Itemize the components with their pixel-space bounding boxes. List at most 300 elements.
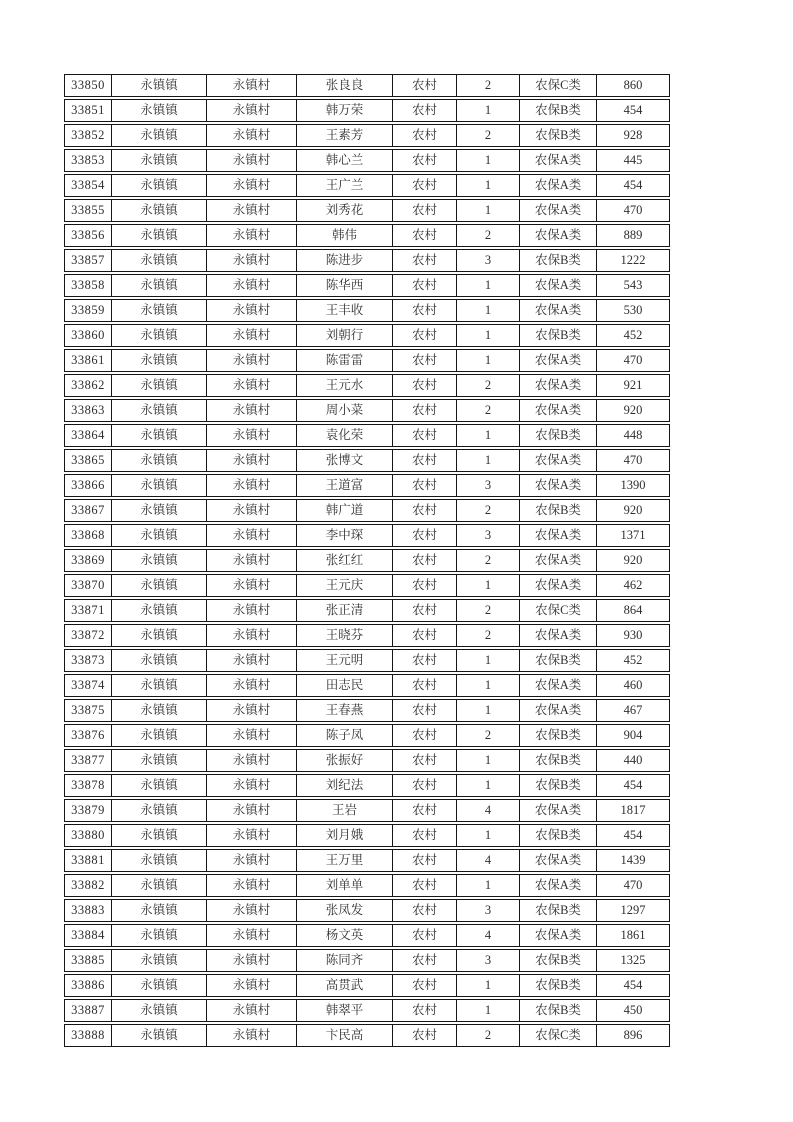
cell-village: 永镇村 <box>207 1025 297 1046</box>
cell-amount: 454 <box>623 778 643 792</box>
cell-household-type: 农村 <box>393 750 457 771</box>
cell-household-type: 农村 <box>393 675 457 696</box>
cell-household-type: 农村 <box>393 275 457 296</box>
cell-household-type: 农村 <box>393 975 457 996</box>
table-row <box>64 74 670 97</box>
cell-person-count: 1 <box>457 700 520 721</box>
cell-amount: 454 <box>623 178 643 192</box>
cell-amount: 889 <box>623 228 643 242</box>
cell-insurance-category: 农保A类 <box>520 150 597 171</box>
table-row <box>64 274 670 297</box>
table-row <box>64 724 670 747</box>
cell-record-id: 33866 <box>65 475 112 496</box>
cell-town: 永镇镇 <box>112 350 207 371</box>
cell-town: 永镇镇 <box>112 900 207 921</box>
cell-village: 永镇村 <box>207 700 297 721</box>
cell-record-id: 33887 <box>65 1000 112 1021</box>
cell-town: 永镇镇 <box>112 1025 207 1046</box>
cell-village: 永镇村 <box>207 275 297 296</box>
table-row <box>64 374 670 397</box>
cell-village: 永镇村 <box>207 675 297 696</box>
cell-person-name: 王素芳 <box>297 125 393 146</box>
cell-town: 永镇镇 <box>112 875 207 896</box>
cell-insurance-category: 农保C类 <box>520 75 597 96</box>
cell-record-id: 33871 <box>65 600 112 621</box>
cell-town: 永镇镇 <box>112 1000 207 1021</box>
cell-village: 永镇村 <box>207 550 297 571</box>
cell-household-type: 农村 <box>393 400 457 421</box>
table-row <box>64 999 670 1022</box>
table-row <box>64 549 670 572</box>
cell-village: 永镇村 <box>207 150 297 171</box>
cell-insurance-category: 农保A类 <box>520 550 597 571</box>
cell-insurance-category: 农保A类 <box>520 225 597 246</box>
table-row <box>64 424 670 447</box>
cell-person-name: 王道富 <box>297 475 393 496</box>
cell-person-name: 王广兰 <box>297 175 393 196</box>
cell-insurance-category: 农保A类 <box>520 475 597 496</box>
cell-person-count: 4 <box>457 800 520 821</box>
cell-village: 永镇村 <box>207 125 297 146</box>
cell-record-id: 33880 <box>65 825 112 846</box>
cell-amount: 448 <box>623 428 643 442</box>
table-row <box>64 124 670 147</box>
cell-record-id: 33888 <box>65 1025 112 1046</box>
cell-amount: 462 <box>623 578 643 592</box>
cell-amount: 896 <box>623 1028 643 1042</box>
cell-household-type: 农村 <box>393 300 457 321</box>
cell-household-type: 农村 <box>393 775 457 796</box>
cell-person-count: 1 <box>457 975 520 996</box>
cell-village: 永镇村 <box>207 1000 297 1021</box>
cell-insurance-category: 农保B类 <box>520 500 597 521</box>
cell-person-name: 韩广道 <box>297 500 393 521</box>
cell-person-count: 2 <box>457 725 520 746</box>
cell-household-type: 农村 <box>393 725 457 746</box>
cell-person-name: 刘月娥 <box>297 825 393 846</box>
cell-village: 永镇村 <box>207 450 297 471</box>
cell-household-type: 农村 <box>393 1000 457 1021</box>
cell-town: 永镇镇 <box>112 75 207 96</box>
cell-household-type: 农村 <box>393 900 457 921</box>
cell-amount: 1325 <box>620 953 646 967</box>
cell-village: 永镇村 <box>207 750 297 771</box>
cell-town: 永镇镇 <box>112 525 207 546</box>
cell-town: 永镇镇 <box>112 775 207 796</box>
cell-town: 永镇镇 <box>112 375 207 396</box>
cell-insurance-category: 农保A类 <box>520 275 597 296</box>
cell-person-name: 刘秀花 <box>297 200 393 221</box>
table-row <box>64 449 670 472</box>
cell-person-name: 周小菜 <box>297 400 393 421</box>
cell-person-count: 1 <box>457 275 520 296</box>
table-row <box>64 349 670 372</box>
cell-record-id: 33859 <box>65 300 112 321</box>
cell-town: 永镇镇 <box>112 475 207 496</box>
cell-person-name: 田志民 <box>297 675 393 696</box>
cell-record-id: 33884 <box>65 925 112 946</box>
table-row <box>64 249 670 272</box>
cell-town: 永镇镇 <box>112 275 207 296</box>
cell-amount: 470 <box>623 353 643 367</box>
cell-person-count: 2 <box>457 400 520 421</box>
table-row <box>64 799 670 822</box>
cell-village: 永镇村 <box>207 775 297 796</box>
cell-household-type: 农村 <box>393 150 457 171</box>
cell-record-id: 33877 <box>65 750 112 771</box>
cell-household-type: 农村 <box>393 575 457 596</box>
cell-person-count: 1 <box>457 450 520 471</box>
cell-town: 永镇镇 <box>112 500 207 521</box>
cell-person-count: 1 <box>457 350 520 371</box>
table-row <box>64 174 670 197</box>
cell-town: 永镇镇 <box>112 925 207 946</box>
cell-household-type: 农村 <box>393 75 457 96</box>
cell-town: 永镇镇 <box>112 100 207 121</box>
cell-village: 永镇村 <box>207 350 297 371</box>
cell-record-id: 33852 <box>65 125 112 146</box>
cell-record-id: 33850 <box>65 75 112 96</box>
cell-household-type: 农村 <box>393 350 457 371</box>
cell-record-id: 33885 <box>65 950 112 971</box>
cell-household-type: 农村 <box>393 550 457 571</box>
cell-amount: 1222 <box>620 253 646 267</box>
cell-person-count: 4 <box>457 850 520 871</box>
cell-amount: 921 <box>623 378 643 392</box>
cell-person-count: 1 <box>457 1000 520 1021</box>
cell-town: 永镇镇 <box>112 225 207 246</box>
cell-insurance-category: 农保A类 <box>520 200 597 221</box>
table-row <box>64 849 670 872</box>
cell-person-count: 1 <box>457 175 520 196</box>
cell-person-count: 2 <box>457 550 520 571</box>
cell-town: 永镇镇 <box>112 400 207 421</box>
cell-person-name: 刘朝行 <box>297 325 393 346</box>
cell-town: 永镇镇 <box>112 150 207 171</box>
cell-record-id: 33860 <box>65 325 112 346</box>
table-row <box>64 299 670 322</box>
table-row <box>64 224 670 247</box>
cell-village: 永镇村 <box>207 225 297 246</box>
cell-town: 永镇镇 <box>112 950 207 971</box>
cell-person-count: 2 <box>457 1025 520 1046</box>
cell-person-name: 张振好 <box>297 750 393 771</box>
cell-amount: 450 <box>623 1003 643 1017</box>
cell-household-type: 农村 <box>393 625 457 646</box>
cell-household-type: 农村 <box>393 250 457 271</box>
cell-household-type: 农村 <box>393 100 457 121</box>
cell-person-name: 杨文英 <box>297 925 393 946</box>
cell-person-name: 韩伟 <box>297 225 393 246</box>
cell-person-name: 王万里 <box>297 850 393 871</box>
cell-village: 永镇村 <box>207 175 297 196</box>
table-row <box>64 774 670 797</box>
cell-household-type: 农村 <box>393 600 457 621</box>
table-row <box>64 499 670 522</box>
cell-household-type: 农村 <box>393 500 457 521</box>
cell-person-name: 陈子凤 <box>297 725 393 746</box>
cell-village: 永镇村 <box>207 825 297 846</box>
cell-insurance-category: 农保A类 <box>520 350 597 371</box>
cell-insurance-category: 农保A类 <box>520 925 597 946</box>
cell-town: 永镇镇 <box>112 175 207 196</box>
cell-insurance-category: 农保A类 <box>520 850 597 871</box>
cell-person-count: 1 <box>457 750 520 771</box>
cell-record-id: 33865 <box>65 450 112 471</box>
cell-insurance-category: 农保A类 <box>520 875 597 896</box>
cell-person-name: 张红红 <box>297 550 393 571</box>
cell-village: 永镇村 <box>207 325 297 346</box>
cell-amount: 1861 <box>620 928 646 942</box>
cell-village: 永镇村 <box>207 500 297 521</box>
cell-record-id: 33876 <box>65 725 112 746</box>
cell-village: 永镇村 <box>207 625 297 646</box>
cell-person-name: 王元明 <box>297 650 393 671</box>
cell-village: 永镇村 <box>207 950 297 971</box>
cell-insurance-category: 农保B类 <box>520 775 597 796</box>
cell-household-type: 农村 <box>393 525 457 546</box>
table-row <box>64 99 670 122</box>
cell-town: 永镇镇 <box>112 325 207 346</box>
cell-insurance-category: 农保A类 <box>520 400 597 421</box>
cell-household-type: 农村 <box>393 650 457 671</box>
cell-person-count: 1 <box>457 200 520 221</box>
cell-household-type: 农村 <box>393 950 457 971</box>
cell-record-id: 33874 <box>65 675 112 696</box>
cell-record-id: 33864 <box>65 425 112 446</box>
cell-village: 永镇村 <box>207 100 297 121</box>
cell-village: 永镇村 <box>207 800 297 821</box>
cell-household-type: 农村 <box>393 825 457 846</box>
cell-town: 永镇镇 <box>112 250 207 271</box>
cell-village: 永镇村 <box>207 400 297 421</box>
cell-record-id: 33868 <box>65 525 112 546</box>
cell-amount: 920 <box>623 553 643 567</box>
cell-amount: 440 <box>623 753 643 767</box>
cell-record-id: 33853 <box>65 150 112 171</box>
cell-village: 永镇村 <box>207 425 297 446</box>
cell-person-count: 1 <box>457 150 520 171</box>
cell-town: 永镇镇 <box>112 200 207 221</box>
table-row <box>64 924 670 947</box>
cell-person-count: 4 <box>457 925 520 946</box>
cell-record-id: 33878 <box>65 775 112 796</box>
cell-person-name: 陈同齐 <box>297 950 393 971</box>
cell-person-count: 2 <box>457 225 520 246</box>
cell-person-count: 2 <box>457 75 520 96</box>
cell-household-type: 农村 <box>393 175 457 196</box>
cell-insurance-category: 农保B类 <box>520 650 597 671</box>
cell-village: 永镇村 <box>207 250 297 271</box>
cell-insurance-category: 农保B类 <box>520 100 597 121</box>
cell-village: 永镇村 <box>207 725 297 746</box>
cell-village: 永镇村 <box>207 375 297 396</box>
table-row <box>64 749 670 772</box>
cell-amount: 1817 <box>620 803 646 817</box>
cell-household-type: 农村 <box>393 800 457 821</box>
table-row <box>64 324 670 347</box>
cell-record-id: 33870 <box>65 575 112 596</box>
cell-household-type: 农村 <box>393 875 457 896</box>
data-table <box>64 74 670 1049</box>
cell-record-id: 33883 <box>65 900 112 921</box>
cell-person-name: 李中琛 <box>297 525 393 546</box>
cell-village: 永镇村 <box>207 75 297 96</box>
cell-person-name: 王丰收 <box>297 300 393 321</box>
cell-insurance-category: 农保B类 <box>520 325 597 346</box>
table-row <box>64 949 670 972</box>
cell-amount: 467 <box>623 703 643 717</box>
cell-person-count: 3 <box>457 950 520 971</box>
cell-amount: 904 <box>623 728 643 742</box>
cell-person-name: 卞民高 <box>297 1025 393 1046</box>
cell-town: 永镇镇 <box>112 600 207 621</box>
cell-person-name: 韩翠平 <box>297 1000 393 1021</box>
table-row <box>64 599 670 622</box>
cell-person-name: 刘单单 <box>297 875 393 896</box>
cell-village: 永镇村 <box>207 875 297 896</box>
cell-person-count: 3 <box>457 525 520 546</box>
cell-insurance-category: 农保A类 <box>520 175 597 196</box>
cell-person-name: 张正清 <box>297 600 393 621</box>
cell-amount: 920 <box>623 403 643 417</box>
cell-amount: 860 <box>623 78 643 92</box>
table-row <box>64 624 670 647</box>
table-row <box>64 524 670 547</box>
cell-record-id: 33875 <box>65 700 112 721</box>
cell-record-id: 33861 <box>65 350 112 371</box>
cell-town: 永镇镇 <box>112 425 207 446</box>
cell-insurance-category: 农保A类 <box>520 450 597 471</box>
cell-village: 永镇村 <box>207 900 297 921</box>
cell-record-id: 33882 <box>65 875 112 896</box>
cell-person-name: 刘纪法 <box>297 775 393 796</box>
cell-person-count: 1 <box>457 675 520 696</box>
cell-insurance-category: 农保B类 <box>520 900 597 921</box>
cell-record-id: 33881 <box>65 850 112 871</box>
cell-amount: 470 <box>623 203 643 217</box>
cell-amount: 460 <box>623 678 643 692</box>
table-row <box>64 199 670 222</box>
cell-town: 永镇镇 <box>112 725 207 746</box>
cell-amount: 928 <box>623 128 643 142</box>
cell-person-count: 1 <box>457 875 520 896</box>
cell-amount: 543 <box>623 278 643 292</box>
cell-insurance-category: 农保B类 <box>520 825 597 846</box>
cell-household-type: 农村 <box>393 225 457 246</box>
cell-town: 永镇镇 <box>112 825 207 846</box>
cell-insurance-category: 农保B类 <box>520 125 597 146</box>
cell-person-name: 陈华西 <box>297 275 393 296</box>
cell-record-id: 33856 <box>65 225 112 246</box>
cell-person-name: 陈进步 <box>297 250 393 271</box>
cell-amount: 1439 <box>620 853 646 867</box>
table-row <box>64 699 670 722</box>
cell-household-type: 农村 <box>393 425 457 446</box>
cell-amount: 864 <box>623 603 643 617</box>
cell-record-id: 33867 <box>65 500 112 521</box>
cell-person-count: 2 <box>457 500 520 521</box>
cell-record-id: 33879 <box>65 800 112 821</box>
cell-village: 永镇村 <box>207 925 297 946</box>
cell-village: 永镇村 <box>207 600 297 621</box>
cell-town: 永镇镇 <box>112 550 207 571</box>
cell-town: 永镇镇 <box>112 975 207 996</box>
cell-town: 永镇镇 <box>112 700 207 721</box>
cell-person-name: 王岩 <box>297 800 393 821</box>
cell-village: 永镇村 <box>207 650 297 671</box>
table-row <box>64 824 670 847</box>
cell-household-type: 农村 <box>393 375 457 396</box>
cell-person-count: 2 <box>457 600 520 621</box>
cell-household-type: 农村 <box>393 925 457 946</box>
cell-person-name: 韩心兰 <box>297 150 393 171</box>
cell-household-type: 农村 <box>393 125 457 146</box>
cell-person-name: 王元庆 <box>297 575 393 596</box>
cell-town: 永镇镇 <box>112 750 207 771</box>
table-row <box>64 674 670 697</box>
cell-person-count: 2 <box>457 375 520 396</box>
cell-record-id: 33854 <box>65 175 112 196</box>
cell-insurance-category: 农保B类 <box>520 725 597 746</box>
cell-village: 永镇村 <box>207 850 297 871</box>
cell-village: 永镇村 <box>207 200 297 221</box>
cell-village: 永镇村 <box>207 575 297 596</box>
cell-insurance-category: 农保A类 <box>520 800 597 821</box>
cell-insurance-category: 农保A类 <box>520 300 597 321</box>
cell-person-name: 王春燕 <box>297 700 393 721</box>
cell-amount: 470 <box>623 878 643 892</box>
cell-person-count: 1 <box>457 575 520 596</box>
table-row <box>64 649 670 672</box>
cell-insurance-category: 农保B类 <box>520 1000 597 1021</box>
cell-village: 永镇村 <box>207 525 297 546</box>
cell-person-name: 张博文 <box>297 450 393 471</box>
cell-town: 永镇镇 <box>112 450 207 471</box>
cell-amount: 930 <box>623 628 643 642</box>
cell-household-type: 农村 <box>393 450 457 471</box>
cell-person-name: 韩万荣 <box>297 100 393 121</box>
table-row <box>64 874 670 897</box>
cell-amount: 452 <box>623 653 643 667</box>
cell-insurance-category: 农保A类 <box>520 575 597 596</box>
table-row <box>64 974 670 997</box>
cell-household-type: 农村 <box>393 850 457 871</box>
cell-village: 永镇村 <box>207 300 297 321</box>
cell-person-count: 1 <box>457 425 520 446</box>
cell-person-count: 1 <box>457 650 520 671</box>
cell-insurance-category: 农保A类 <box>520 675 597 696</box>
cell-person-count: 3 <box>457 900 520 921</box>
cell-record-id: 33872 <box>65 625 112 646</box>
cell-record-id: 33873 <box>65 650 112 671</box>
cell-insurance-category: 农保B类 <box>520 975 597 996</box>
cell-person-name: 高贯武 <box>297 975 393 996</box>
cell-town: 永镇镇 <box>112 625 207 646</box>
cell-household-type: 农村 <box>393 700 457 721</box>
cell-amount: 452 <box>623 328 643 342</box>
cell-insurance-category: 农保C类 <box>520 1025 597 1046</box>
table-row <box>64 149 670 172</box>
cell-person-count: 3 <box>457 475 520 496</box>
cell-town: 永镇镇 <box>112 125 207 146</box>
cell-record-id: 33851 <box>65 100 112 121</box>
cell-household-type: 农村 <box>393 325 457 346</box>
cell-household-type: 农村 <box>393 475 457 496</box>
cell-town: 永镇镇 <box>112 575 207 596</box>
cell-amount: 1371 <box>620 528 646 542</box>
cell-insurance-category: 农保C类 <box>520 600 597 621</box>
